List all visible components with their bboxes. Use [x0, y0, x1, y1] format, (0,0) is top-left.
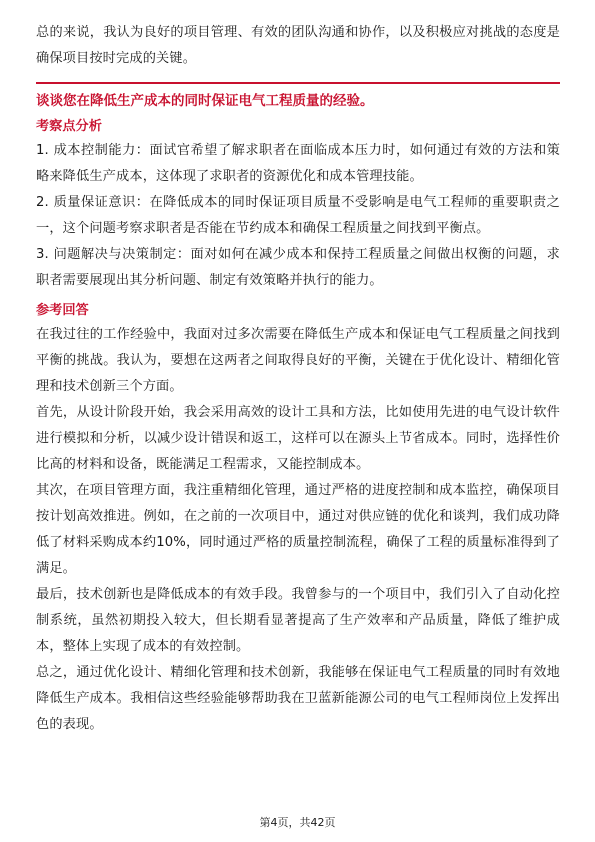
analysis-point-3: 3. 问题解决与决策制定：面对如何在减少成本和保持工程质量之间做出权衡的问题，求职者需要展现出其分析问题、制定有效策略并执行的能力。 [36, 247, 560, 288]
analysis-point-2: 2. 质量保证意识：在降低成本的同时保证项目质量不受影响是电气工程师的重要职责之一，这个问题考察求职者是否能在节约成本和确保工程质量之间找到平衡点。 [36, 195, 560, 236]
answer-paragraph-3: 其次，在项目管理方面，我注重精细化管理，通过严格的进度控制和成本监控，确保项目按计划高效推进。例如，在之前的一次项目中，通过对供应链的优化和谈判，我们成功降低了材料采购成本约10%，同时通过严格的质量控制流程，确保了工程的质量标准得到了满足。 [36, 483, 560, 576]
analysis-heading: 考察点分析 [36, 119, 102, 134]
answer-paragraph-1: 在我过往的工作经验中，我面对过多次需要在降低生产成本和保证电气工程质量之间找到平衡的挑战。我认为，要想在这两者之间取得良好的平衡，关键在于优化设计、精细化管理和技术创新三个方面。 [36, 327, 560, 394]
intro-paragraph: 总的来说，我认为良好的项目管理、有效的团队沟通和协作，以及积极应对挑战的态度是确保项目按时完成的关键。 [36, 25, 560, 66]
answer-paragraph-4: 最后，技术创新也是降低成本的有效手段。我曾参与的一个项目中，我们引入了自动化控制系统，虽然初期投入较大，但长期看显著提高了生产效率和产品质量，降低了维护成本，整体上实现了成本的有效控制。 [36, 587, 560, 654]
question-title: 谈谈您在降低生产成本的同时保证电气工程质量的经验。 [36, 93, 374, 109]
document-page [36, 20, 560, 738]
section-divider [36, 82, 560, 84]
page-number: 第4页，共42页 [259, 816, 336, 829]
answer-heading: 参考回答 [36, 303, 89, 318]
analysis-point-1: 1. 成本控制能力：面试官希望了解求职者在面临成本压力时，如何通过有效的方法和策略来降低生产成本，这体现了求职者的资源优化和成本管理技能。 [36, 143, 560, 184]
answer-paragraph-2: 首先，从设计阶段开始，我会采用高效的设计工具和方法，比如使用先进的电气设计软件进行模拟和分析，以减少设计错误和返工，这样可以在源头上节省成本。同时，选择性价比高的材料和设备，既能满足工程需求，又能控制成本。 [36, 405, 560, 472]
answer-paragraph-5: 总之，通过优化设计、精细化管理和技术创新，我能够在保证电气工程质量的同时有效地降低生产成本。我相信这些经验能够帮助我在卫蓝新能源公司的电气工程师岗位上发挥出色的表现。 [36, 665, 560, 732]
